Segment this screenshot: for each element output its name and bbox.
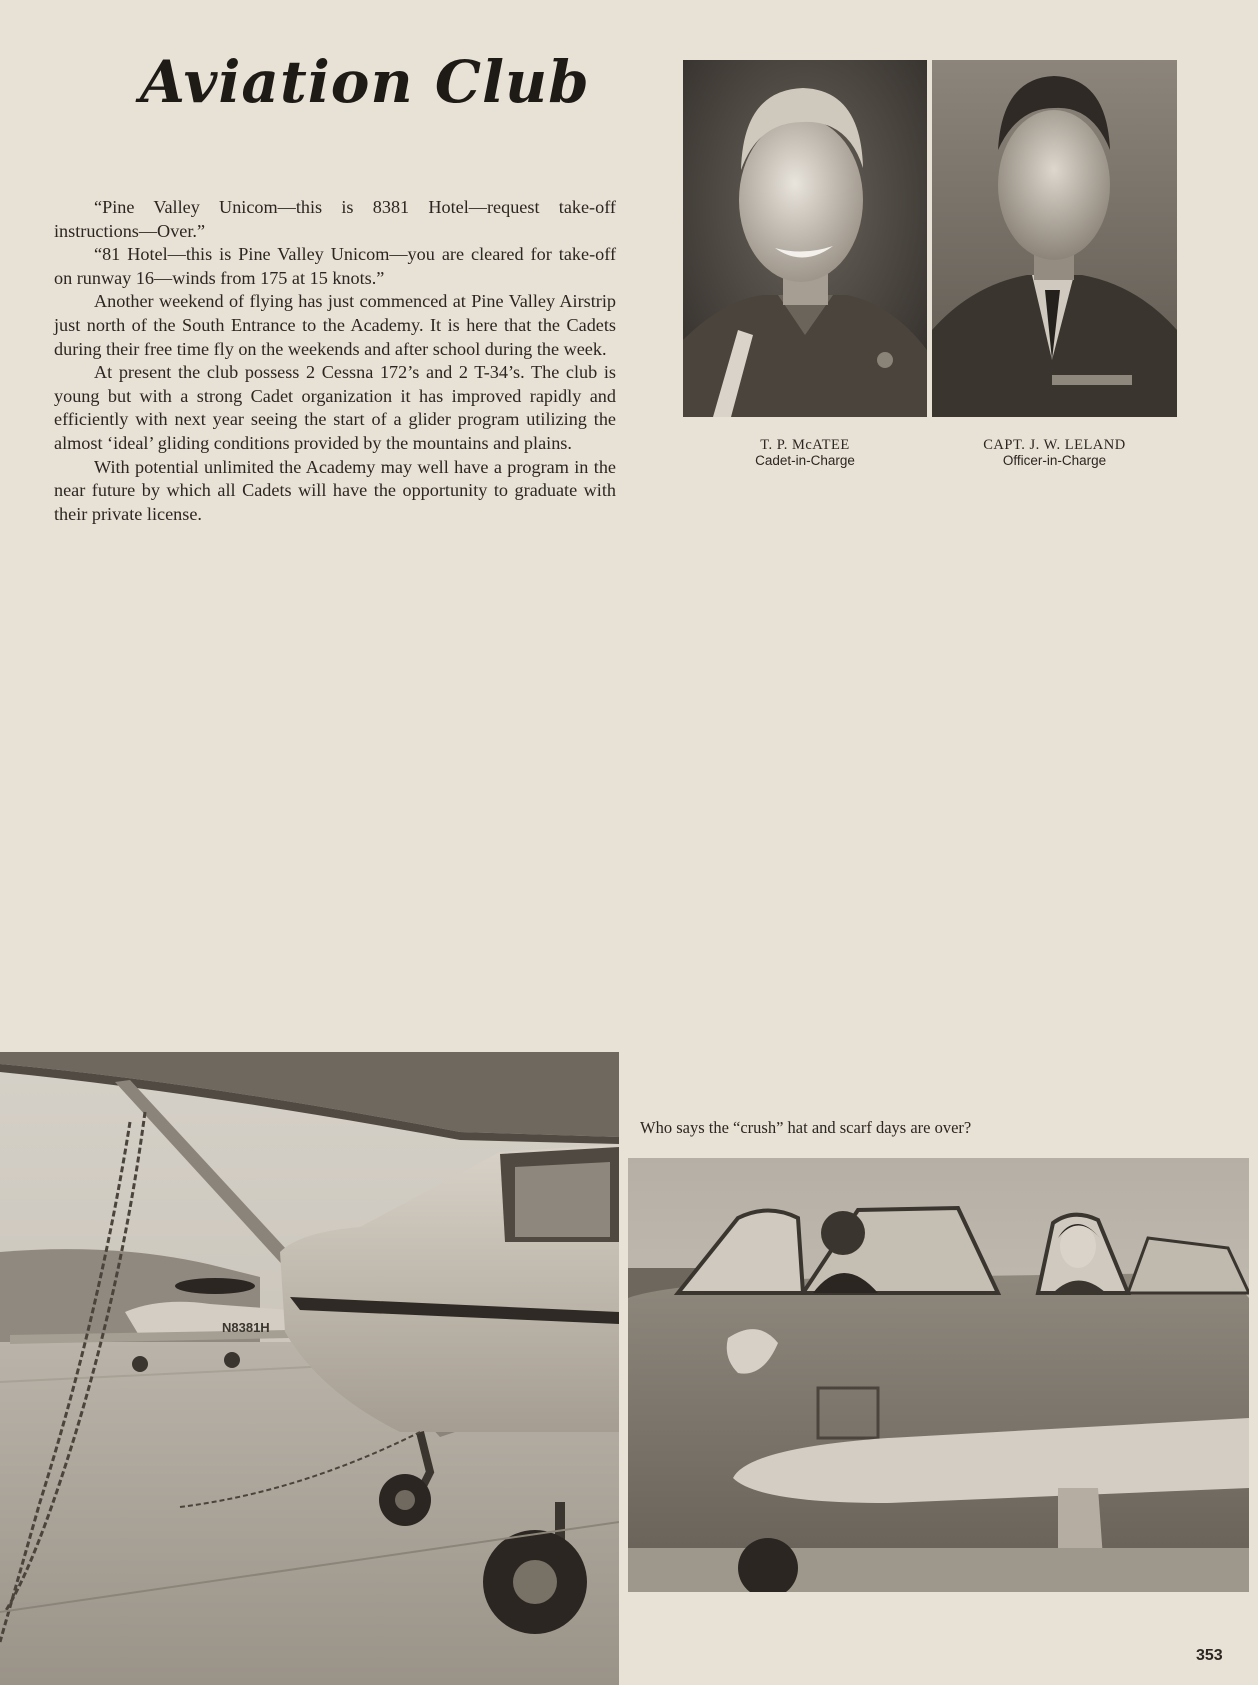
portrait-caption-cadet <box>683 437 927 469</box>
portrait-name: T. P. McATEE <box>760 437 850 453</box>
t34-photo-caption: Who says the “crush” hat and scarf days are over? <box>640 1118 972 1137</box>
portrait-caption-officer <box>932 437 1177 469</box>
tail-number-text: N8381H <box>222 1320 270 1335</box>
page-title: Aviation Club <box>140 48 590 116</box>
portrait-role: Cadet-in-Charge <box>755 453 855 468</box>
portrait-officer-in-charge <box>932 60 1177 417</box>
article-paragraph: Another weekend of flying has just commenced at Pine Valley Airstrip just north of the South Entrance to the Academy. It is here that the Cadets during their free time fly on the weekends and after school during the week. <box>54 291 616 359</box>
portrait-name: CAPT. J. W. LELAND <box>983 437 1126 453</box>
t34-airplane-photo <box>628 1158 1249 1592</box>
article-paragraph: With potential unlimited the Academy may well have a program in the near future by which all Cadets will have the opportunity to graduate with their private license. <box>54 456 616 524</box>
cessna-airplane-photo <box>0 1052 619 1685</box>
article-paragraph: “81 Hotel—this is Pine Valley Unicom—you are cleared for take-off on runway 16—winds from 175 at 15 knots.” <box>54 244 616 288</box>
article-body <box>54 196 616 526</box>
article-paragraph: “Pine Valley Unicom—this is 8381 Hotel—request take-off instructions—Over.” <box>54 197 616 241</box>
page-number: 353 <box>1196 1647 1223 1664</box>
portrait-cadet-in-charge <box>683 60 927 417</box>
portrait-role: Officer-in-Charge <box>1002 453 1107 468</box>
article-paragraph: At present the club possess 2 Cessna 172’s and 2 T-34’s. The club is young but with a strong Cadet organization it has improved rapidly and efficiently with next year seeing the start of a glider program utilizing the almost ‘ideal’ gliding conditions provided by the mountains and plains. <box>54 362 616 453</box>
